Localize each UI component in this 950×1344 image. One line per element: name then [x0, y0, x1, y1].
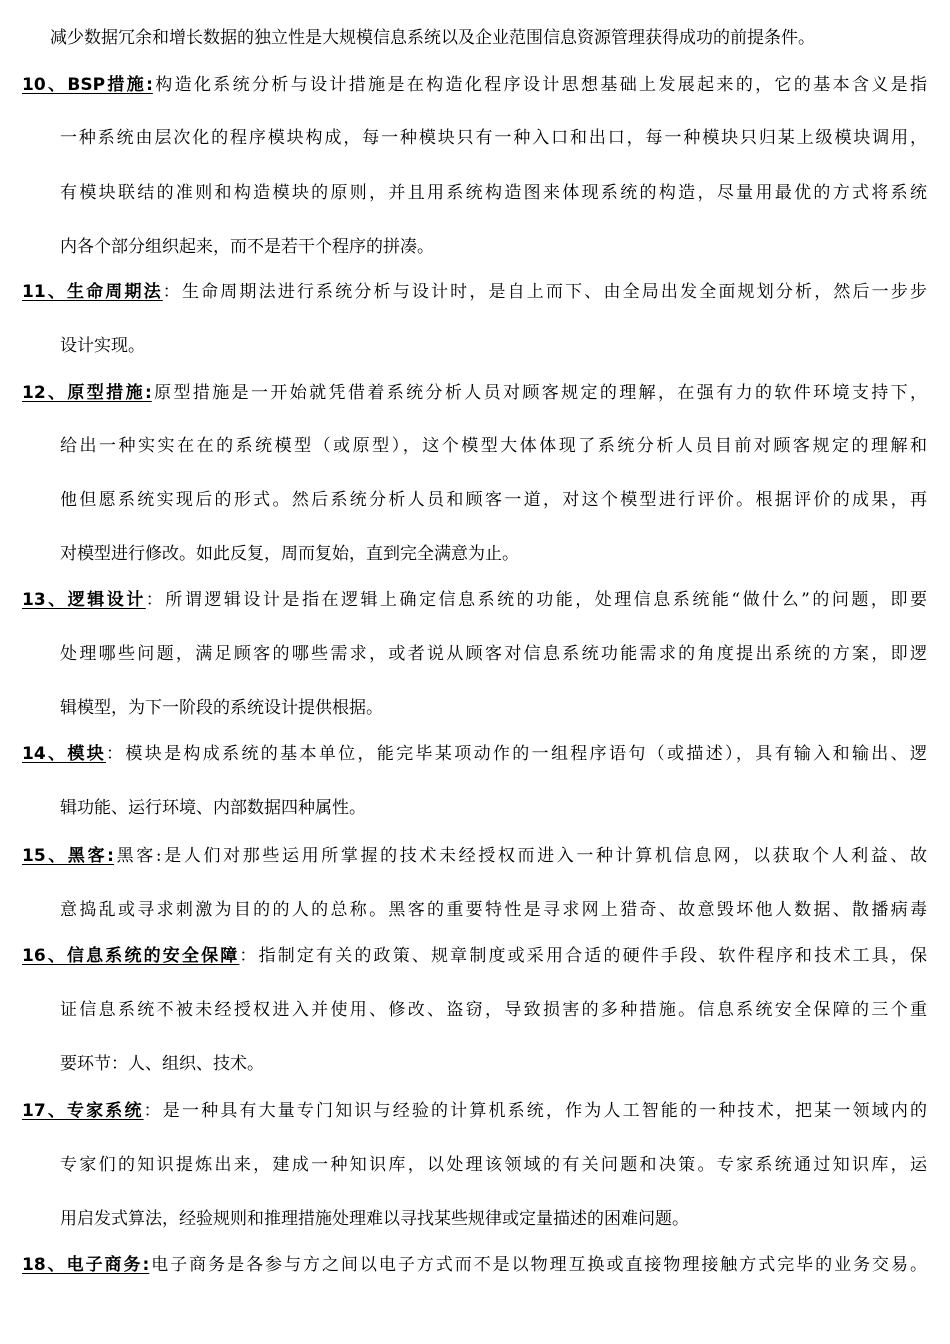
entry-12-term: 12、原型措施:	[22, 383, 152, 403]
entry-11-line-1	[22, 282, 927, 304]
entry-12-text-1: 原型措施是一开始就凭借着系统分析人员对顾客规定的理解，在强有力的软件环境支持下，	[151, 383, 927, 403]
entry-16-line-1	[22, 946, 927, 968]
entry-13-text-1: ：所谓逻辑设计是指在逻辑上确定信息系统的功能，处理信息系统能“做什么”的问题，即要	[145, 590, 927, 610]
entry-15-line-2: 意捣乱或寻求刺激为目的的人的总称。黑客的重要特性是寻求网上猎奇、故意毁坏他人数据、散播病毒	[60, 900, 927, 920]
entry-13-term: 13、逻辑设计	[22, 590, 146, 610]
entry-13-line-1	[22, 590, 927, 612]
entry-10-text-1: 构造化系统分析与设计措施是在构造化程序设计思想基础上发展起来的，它的基本含义是指	[152, 75, 927, 95]
entry-12-line-4: 对模型进行修改。如此反复，周而复始，直到完全满意为止。	[60, 544, 519, 564]
entry-17-text-1: ：是一种具有大量专门知识与经验的计算机系统，作为人工智能的一种技术，把某一领域内的	[143, 1101, 927, 1121]
entry-14-line-1	[22, 744, 927, 766]
entry-15-line-1	[22, 846, 927, 868]
entry-16-term: 16、信息系统的安全保障	[22, 946, 240, 966]
entry-17-line-3: 用启发式算法，经验规则和推理措施处理难以寻找某些规律或定量描述的困难问题。	[60, 1209, 689, 1229]
intro-text: 减少数据冗余和增长数据的独立性是大规模信息系统以及企业范围信息资源管理获得成功的前提条件。	[50, 28, 815, 48]
entry-18-term: 18、电子商务:	[22, 1255, 150, 1275]
entry-12-line-3: 他但愿系统实现后的形式。然后系统分析人员和顾客一道，对这个模型进行评价。根据评价的成果，再	[60, 490, 927, 510]
entry-16-text-1: ：指制定有关的政策、规章制度或采用合适的硬件手段、软件程序和技术工具，保	[239, 946, 927, 966]
entry-17-term: 17、专家系统	[22, 1101, 144, 1121]
entry-13-line-2: 处理哪些问题，满足顾客的哪些需求，或者说从顾客对信息系统功能需求的角度提出系统的方案，即逻	[60, 644, 927, 664]
entry-10-line-1	[22, 75, 927, 97]
entry-14-text-1: ：模块是构成系统的基本单位，能完毕某项动作的一组程序语句（或描述），具有输入和输出、逻	[106, 744, 927, 764]
entry-14-line-2: 辑功能、运行环境、内部数据四种属性。	[60, 798, 366, 818]
entry-16-line-3: 要环节：人、组织、技术。	[60, 1054, 264, 1074]
entry-11-text-1: ：生命周期法进行系统分析与设计时，是自上而下、由全局出发全面规划分析，然后一步步	[162, 282, 927, 302]
entry-12-line-2: 给出一种实实在在的系统模型（或原型），这个模型大体体现了系统分析人员目前对顾客规定的理解和	[60, 436, 927, 456]
entry-10-term: 10、BSP措施:	[22, 75, 153, 95]
entry-10-line-3: 有模块联结的准则和构造模块的原则，并且用系统构造图来体现系统的构造，尽量用最优的方式将系统	[60, 183, 927, 203]
entry-11-line-2: 设计实现。	[60, 336, 145, 356]
entry-10-line-2: 一种系统由层次化的程序模块构成，每一种模块只有一种入口和出口，每一种模块只归某上级模块调用，	[60, 128, 927, 148]
entry-15-term: 15、黑客:	[22, 846, 114, 866]
entry-12-line-1	[22, 383, 927, 405]
entry-16-line-2: 证信息系统不被未经授权进入并使用、修改、盗窃，导致损害的多种措施。信息系统安全保障的三个重	[60, 1000, 927, 1020]
entry-18-line-1	[22, 1255, 927, 1277]
entry-17-line-1	[22, 1101, 927, 1123]
entry-17-line-2: 专家们的知识提炼出来，建成一种知识库，以处理该领域的有关问题和决策。专家系统通过知识库，运	[60, 1155, 927, 1175]
entry-18-text-1: 电子商务是各参与方之间以电子方式而不是以物理互换或直接物理接触方式完毕的业务交易。	[149, 1255, 927, 1275]
entry-13-line-3: 辑模型，为下一阶段的系统设计提供根据。	[60, 698, 383, 718]
entry-10-line-4: 内各个部分组织起来，而不是若干个程序的拼凑。	[60, 237, 434, 257]
entry-11-term: 11、生命周期法	[22, 282, 163, 302]
entry-15-text-1: 黑客:是人们对那些运用所掌握的技术未经授权而进入一种计算机信息网，以获取个人利益、故	[113, 846, 927, 866]
entry-14-term: 14、模块	[22, 744, 107, 764]
